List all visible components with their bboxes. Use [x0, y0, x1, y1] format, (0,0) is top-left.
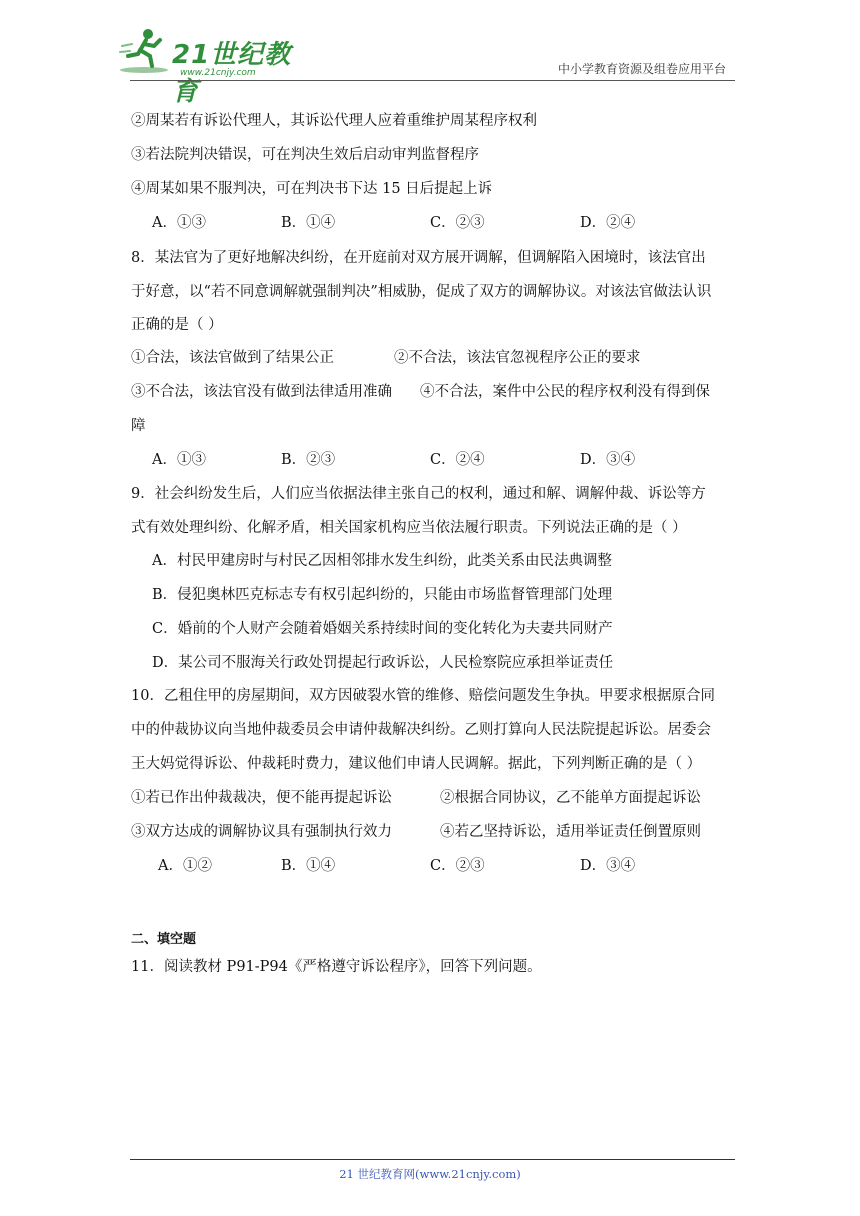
- q9-option-d[interactable]: D．某公司不服海关行政处罚提起行政诉讼，人民检察院应承担举证责任: [152, 655, 614, 671]
- section-heading: 二、填空题: [131, 932, 197, 947]
- footer-link[interactable]: 21 世纪教育网(www.21cnjy.com): [339, 1167, 521, 1181]
- q10-option-a[interactable]: A．①②: [158, 858, 212, 874]
- q8-stem-line-1: 8．某法官为了更好地解决纠纷，在开庭前对双方展开调解，但调解陷入困境时，该法官出: [131, 250, 706, 266]
- q8-statement-3: ③不合法，该法官没有做到法律适用准确: [131, 384, 392, 400]
- q10-statement-2: ②根据合同协议，乙不能单方面提起诉讼: [440, 790, 701, 806]
- q10-stem-line-1: 10．乙租住甲的房屋期间，双方因破裂水管的维修、赔偿问题发生争执。甲要求根据原合同: [131, 688, 715, 704]
- q7-option-d[interactable]: D．②④: [580, 215, 636, 231]
- q7-option-c[interactable]: C．②③: [430, 215, 485, 231]
- q8-statement-2: ②不合法，该法官忽视程序公正的要求: [394, 350, 641, 366]
- q8-statement-4-cont: 障: [131, 418, 146, 434]
- q8-statement-4: ④不合法，案件中公民的程序权利没有得到保: [420, 384, 710, 400]
- q8-option-a[interactable]: A．①③: [152, 452, 206, 468]
- site-logo[interactable]: [118, 26, 298, 107]
- q7-statement-2: ②周某若有诉讼代理人，其诉讼代理人应着重维护周某程序权利: [131, 113, 537, 129]
- footer-divider: [130, 1159, 735, 1160]
- q9-stem-line-1: 9．社会纠纷发生后，人们应当依据法律主张自己的权利，通过和解、调解仲裁、诉讼等方: [131, 486, 706, 502]
- q8-option-d[interactable]: D．③④: [580, 452, 636, 468]
- q8-option-b[interactable]: B．②③: [281, 452, 336, 468]
- q7-statement-4: ④周某如果不服判决，可在判决书下达 15 日后提起上诉: [131, 181, 493, 197]
- q9-stem-line-2: 式有效处理纠纷、化解矛盾，相关国家机构应当依法履行职责。下列说法正确的是（ ）: [131, 520, 687, 536]
- platform-title: 中小学教育资源及组卷应用平台: [557, 62, 726, 76]
- q10-statement-3: ③双方达成的调解协议具有强制执行效力: [131, 824, 392, 840]
- q9-option-c[interactable]: C．婚前的个人财产会随着婚姻关系持续时间的变化转化为夫妻共同财产: [152, 621, 613, 637]
- q8-statement-1: ①合法，该法官做到了结果公正: [131, 350, 334, 366]
- q10-option-d[interactable]: D．③④: [580, 858, 636, 874]
- q10-statement-1: ①若已作出仲裁裁决，便不能再提起诉讼: [131, 790, 392, 806]
- page-header: [0, 0, 860, 107]
- q8-stem-line-2: 于好意，以“若不同意调解就强制判决”相威胁，促成了双方的调解协议。对该法官做法认识: [131, 284, 712, 300]
- q9-option-a[interactable]: A．村民甲建房时与村民乙因相邻排水发生纠纷，此类关系由民法典调整: [152, 553, 612, 569]
- header-divider: [130, 80, 735, 81]
- q11-prompt: 11．阅读教材 P91-P94《严格遵守诉讼程序》，回答下列问题。: [131, 959, 542, 975]
- q10-option-b[interactable]: B．①④: [281, 858, 336, 874]
- logo-wordmark: 21世纪教育: [172, 40, 292, 107]
- q10-option-c[interactable]: C．②③: [430, 858, 485, 874]
- q10-statement-4: ④若乙坚持诉讼，适用举证责任倒置原则: [440, 824, 701, 840]
- q7-option-a[interactable]: A．①③: [152, 215, 206, 231]
- logo-url: www.21cnjy.com: [180, 68, 256, 78]
- q10-stem-line-3: 王大妈觉得诉讼、仲裁耗时费力，建议他们申请人民调解。据此，下列判断正确的是（ ）: [131, 756, 702, 772]
- runner-icon: [118, 26, 174, 76]
- q8-stem-line-3: 正确的是（ ）: [131, 317, 223, 333]
- q10-stem-line-2: 中的仲裁协议向当地仲裁委员会申请仲裁解决纠纷。乙则打算向人民法院提起诉讼。居委会: [131, 722, 711, 738]
- q9-option-b[interactable]: B．侵犯奥林匹克标志专有权引起纠纷的，只能由市场监督管理部门处理: [152, 587, 613, 603]
- q8-option-c[interactable]: C．②④: [430, 452, 485, 468]
- q7-option-b[interactable]: B．①④: [281, 215, 336, 231]
- q7-statement-3: ③若法院判决错误，可在判决生效后启动审判监督程序: [131, 147, 479, 163]
